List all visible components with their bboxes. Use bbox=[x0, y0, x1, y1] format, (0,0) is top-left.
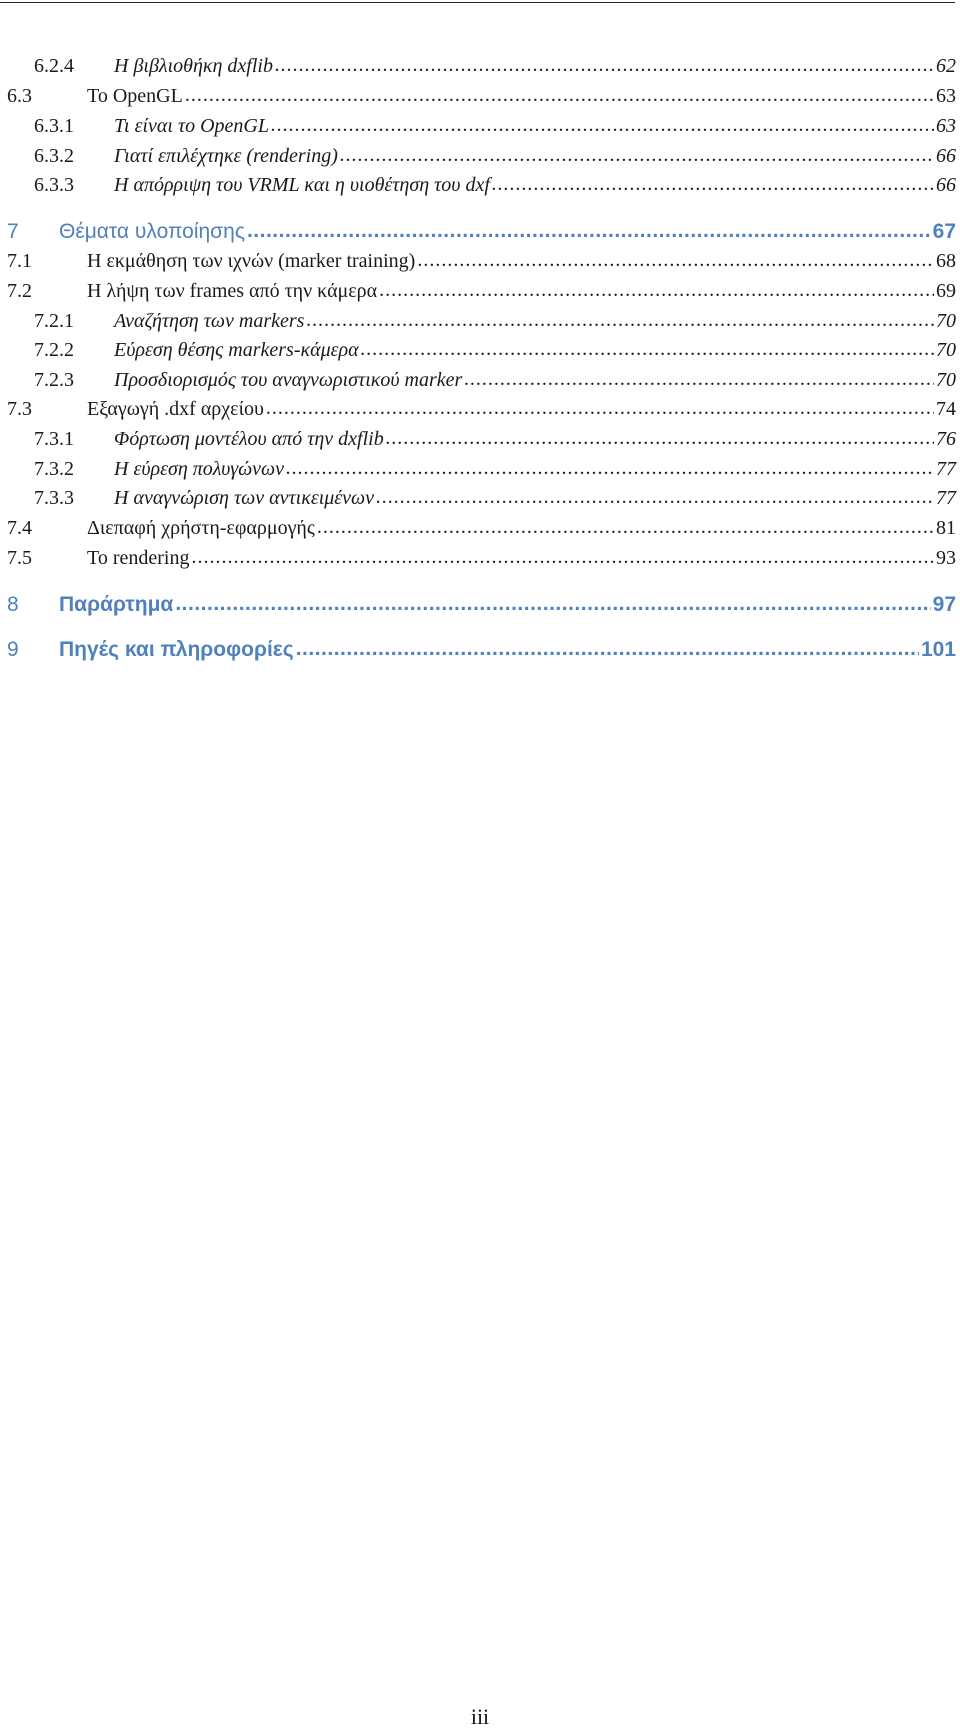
dot-leader bbox=[191, 546, 934, 569]
dot-leader bbox=[185, 84, 934, 107]
toc-entry-number: 6.2.4 bbox=[34, 55, 74, 77]
toc-entry-6-3-3[interactable] bbox=[34, 174, 956, 197]
toc-entry-page: 97 bbox=[932, 593, 956, 616]
dot-leader bbox=[340, 144, 934, 167]
dot-leader bbox=[361, 338, 934, 361]
dot-leader bbox=[464, 368, 934, 391]
toc-entry-number: 7.3.3 bbox=[34, 487, 74, 509]
toc-entry-number: 7.1 bbox=[7, 250, 32, 272]
toc-entry-number: 7.4 bbox=[7, 517, 32, 539]
toc-entry-number: 6.3.2 bbox=[34, 145, 74, 167]
toc-entry-7-3-3[interactable] bbox=[34, 487, 956, 510]
toc-entry-page: 63 bbox=[936, 85, 956, 107]
toc-entry-7-2-1[interactable] bbox=[34, 310, 956, 333]
toc-entry-7-5[interactable] bbox=[7, 547, 956, 570]
dot-leader bbox=[175, 592, 930, 616]
toc-entry-page: 70 bbox=[936, 339, 956, 361]
dot-leader bbox=[386, 427, 934, 450]
toc-entry-number: 7.2.2 bbox=[34, 339, 74, 361]
dot-leader bbox=[379, 279, 934, 302]
toc-entry-title: Προσδιορισμός του αναγνωριστικού marker bbox=[114, 369, 463, 391]
toc-entry-7-3-1[interactable] bbox=[34, 428, 956, 451]
toc-entry-7-2[interactable] bbox=[7, 280, 956, 303]
toc-entry-title: Η αναγνώριση των αντικειμένων bbox=[114, 487, 375, 509]
page-number: iii bbox=[470, 1704, 490, 1729]
toc-entry-7-3-2[interactable] bbox=[34, 458, 956, 481]
toc-entry-title: Διεπαφή χρήστη-εφαρμογής bbox=[87, 517, 315, 539]
toc-entry-number: 7.3.2 bbox=[34, 458, 74, 480]
dot-leader bbox=[266, 397, 934, 420]
toc-entry-7-4[interactable] bbox=[7, 517, 956, 540]
dot-leader bbox=[275, 54, 934, 77]
toc-entry-title: Θέματα υλοποίησης bbox=[59, 220, 245, 243]
toc-entry-title: Η λήψη των frames από την κάμερα bbox=[87, 280, 378, 302]
toc-entry-title: Το OpenGL bbox=[87, 85, 183, 107]
toc-entry-number: 7.2 bbox=[7, 280, 32, 302]
toc-entry-page: 62 bbox=[936, 55, 956, 77]
toc-entry-7-2-2[interactable] bbox=[34, 339, 956, 362]
toc-entry-title: Αναζήτηση των markers bbox=[114, 310, 305, 332]
dot-leader bbox=[376, 486, 934, 509]
toc-entry-page: 66 bbox=[936, 174, 956, 196]
dot-leader bbox=[306, 309, 934, 332]
toc-entry-page: 67 bbox=[932, 220, 956, 243]
toc-entry-title: Εξαγωγή .dxf αρχείου bbox=[87, 398, 264, 420]
toc-entry-page: 63 bbox=[936, 115, 956, 137]
toc-entry-7-2-3[interactable] bbox=[34, 369, 956, 392]
toc-entry-number: 8 bbox=[7, 593, 19, 616]
toc-entry-title: Το rendering bbox=[87, 547, 190, 569]
toc-entry-6-3[interactable] bbox=[7, 85, 956, 108]
toc-entry-number: 6.3.3 bbox=[34, 174, 74, 196]
toc-entry-page: 77 bbox=[936, 458, 956, 480]
dot-leader bbox=[417, 249, 934, 272]
toc-entry-page: 77 bbox=[936, 487, 956, 509]
toc-entry-page: 81 bbox=[936, 517, 956, 539]
toc-entry-7-3[interactable] bbox=[7, 398, 956, 421]
dot-leader bbox=[492, 173, 934, 196]
toc-entry-page: 70 bbox=[936, 369, 956, 391]
toc-entry-6-3-2[interactable] bbox=[34, 145, 956, 168]
toc-entry-number: 7.3.1 bbox=[34, 428, 74, 450]
toc-entry-number: 7.5 bbox=[7, 547, 32, 569]
dot-leader bbox=[286, 457, 934, 480]
toc-entry-title: Η εύρεση πολυγώνων bbox=[114, 458, 284, 480]
toc-entry-title: Πηγές και πληροφορίες bbox=[59, 638, 294, 661]
toc-entry-7[interactable] bbox=[7, 220, 956, 244]
toc-entry-6-3-1[interactable] bbox=[34, 115, 956, 138]
dot-leader bbox=[247, 219, 931, 243]
toc-entry-title: Η εκμάθηση των ιχνών (marker training) bbox=[87, 250, 416, 272]
toc-entry-title: Εύρεση θέσης markers-κάμερα bbox=[114, 339, 359, 361]
toc-entry-number: 7 bbox=[7, 220, 19, 243]
toc-entry-page: 93 bbox=[936, 547, 956, 569]
toc-entry-title: Φόρτωση μοντέλου από την dxflib bbox=[114, 428, 384, 450]
toc-entry-title: Παράρτημα bbox=[59, 593, 174, 616]
toc-entry-8[interactable] bbox=[7, 593, 956, 617]
header-rule bbox=[0, 2, 955, 3]
toc-entry-7-1[interactable] bbox=[7, 250, 956, 273]
toc-entry-number: 6.3.1 bbox=[34, 115, 74, 137]
toc-entry-6-2-4[interactable] bbox=[34, 55, 956, 78]
toc-entry-page: 68 bbox=[936, 250, 956, 272]
toc-entry-page: 74 bbox=[936, 398, 956, 420]
toc-entry-number: 7.2.1 bbox=[34, 310, 74, 332]
toc-entry-page: 101 bbox=[920, 638, 956, 661]
toc-entry-number: 9 bbox=[7, 638, 19, 661]
toc-entry-title: Τι είναι το OpenGL bbox=[114, 115, 269, 137]
toc-entry-page: 76 bbox=[936, 428, 956, 450]
toc-entry-title: Η βιβλιοθήκη dxflib bbox=[114, 55, 273, 77]
toc-entry-page: 69 bbox=[936, 280, 956, 302]
toc-entry-page: 66 bbox=[936, 145, 956, 167]
toc-entry-title: Γιατί επιλέχτηκε (rendering) bbox=[114, 145, 338, 167]
toc-entry-number: 7.3 bbox=[7, 398, 32, 420]
toc-entry-page: 70 bbox=[936, 310, 956, 332]
dot-leader bbox=[296, 637, 919, 661]
toc-entry-title: Η απόρριψη του VRML και η υιοθέτηση του dxf bbox=[114, 174, 490, 196]
dot-leader bbox=[271, 114, 934, 137]
toc-entry-number: 7.2.3 bbox=[34, 369, 74, 391]
toc-entry-number: 6.3 bbox=[7, 85, 32, 107]
dot-leader bbox=[317, 516, 934, 539]
toc-entry-9[interactable] bbox=[7, 638, 956, 662]
